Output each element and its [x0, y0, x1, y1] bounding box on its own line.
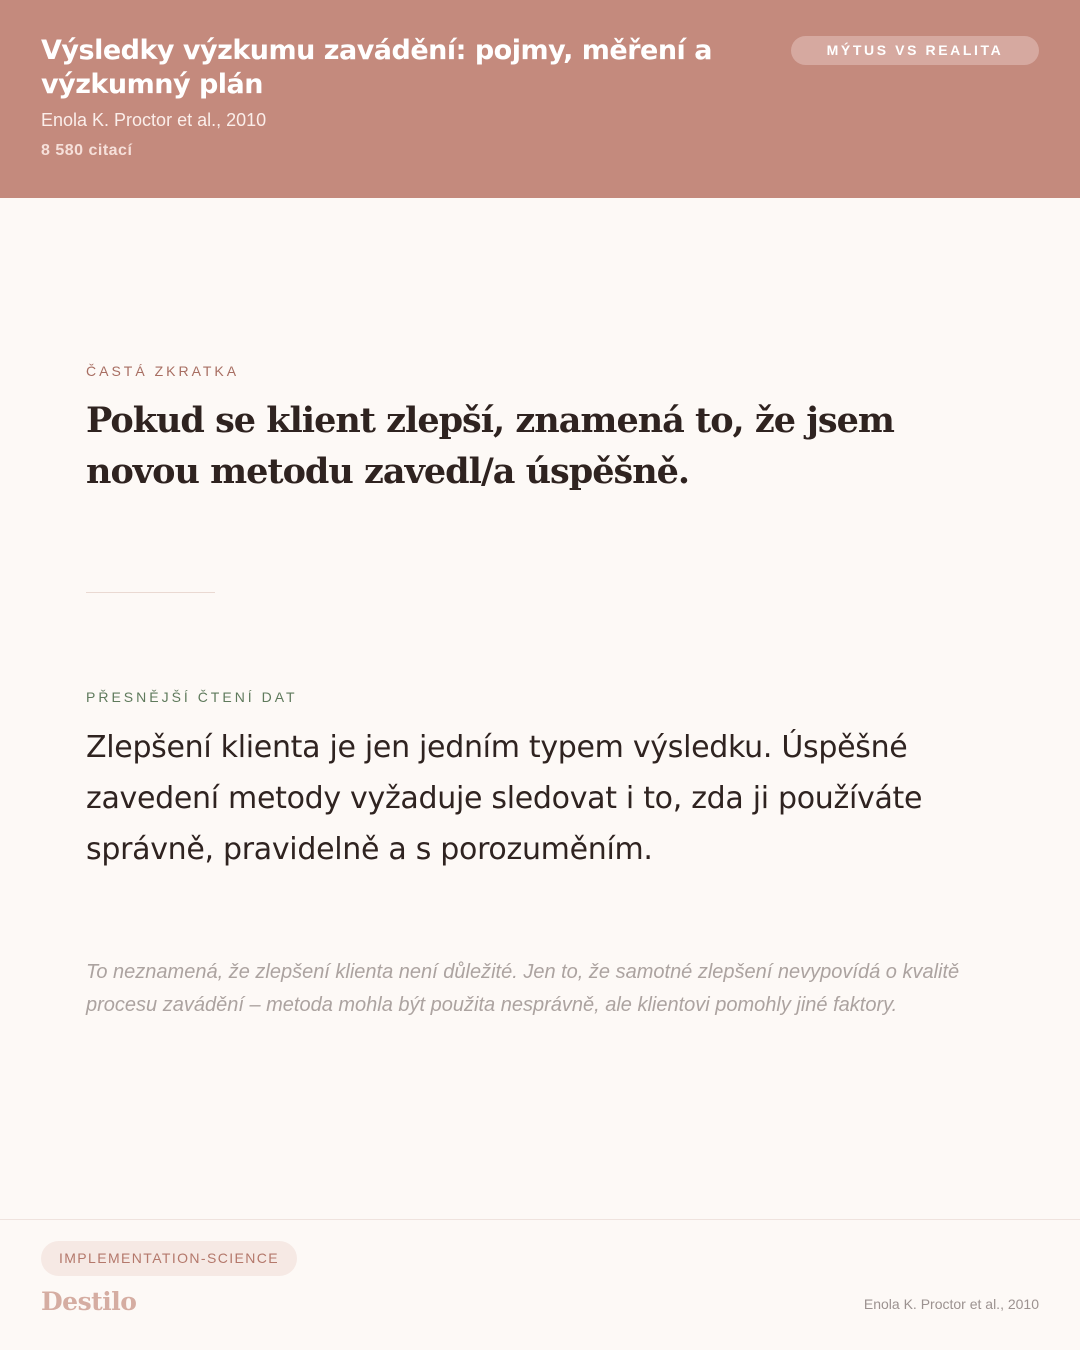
brand-logo: Destilo — [41, 1287, 137, 1316]
paper-authors: Enola K. Proctor et al., 2010 — [41, 110, 267, 130]
reality-kicker: PŘESNĚJŠÍ ČTENÍ DAT — [86, 689, 298, 705]
clarification-note: To neznamená, že zlepšení klienta není důležité. Jen to, že samotné zlepšení nevypovídá o kvalitě procesu zavádění – metoda mohla být použita nesprávně, ale klientovi pomohly jiné faktory. — [86, 961, 960, 1016]
topic-tag[interactable]: IMPLEMENTATION-SCIENCE — [41, 1241, 297, 1276]
header-banner — [0, 0, 1080, 198]
format-badge: MÝTUS VS REALITA — [791, 36, 1039, 65]
footer-divider — [0, 1219, 1080, 1220]
reality-statement: Zlepšení klienta je jen jedním typem výsledku. Úspěšné zavedení metody vyžaduje sledovat i to, zda ji používáte správně, pravidelně a s porozuměním. — [86, 730, 923, 867]
myth-statement: Pokud se klient zlepší, znamená to, že jsem novou metodu zavedl/a úspěšně. — [86, 400, 894, 492]
footer-credit: Enola K. Proctor et al., 2010 — [863, 1296, 1039, 1312]
citation-count: 8 580 citací — [41, 142, 133, 159]
myth-kicker: ČASTÁ ZKRATKA — [86, 363, 240, 379]
section-divider — [86, 592, 215, 593]
paper-title: Výsledky výzkumu zavádění: pojmy, měření a výzkumný plán — [41, 35, 712, 100]
